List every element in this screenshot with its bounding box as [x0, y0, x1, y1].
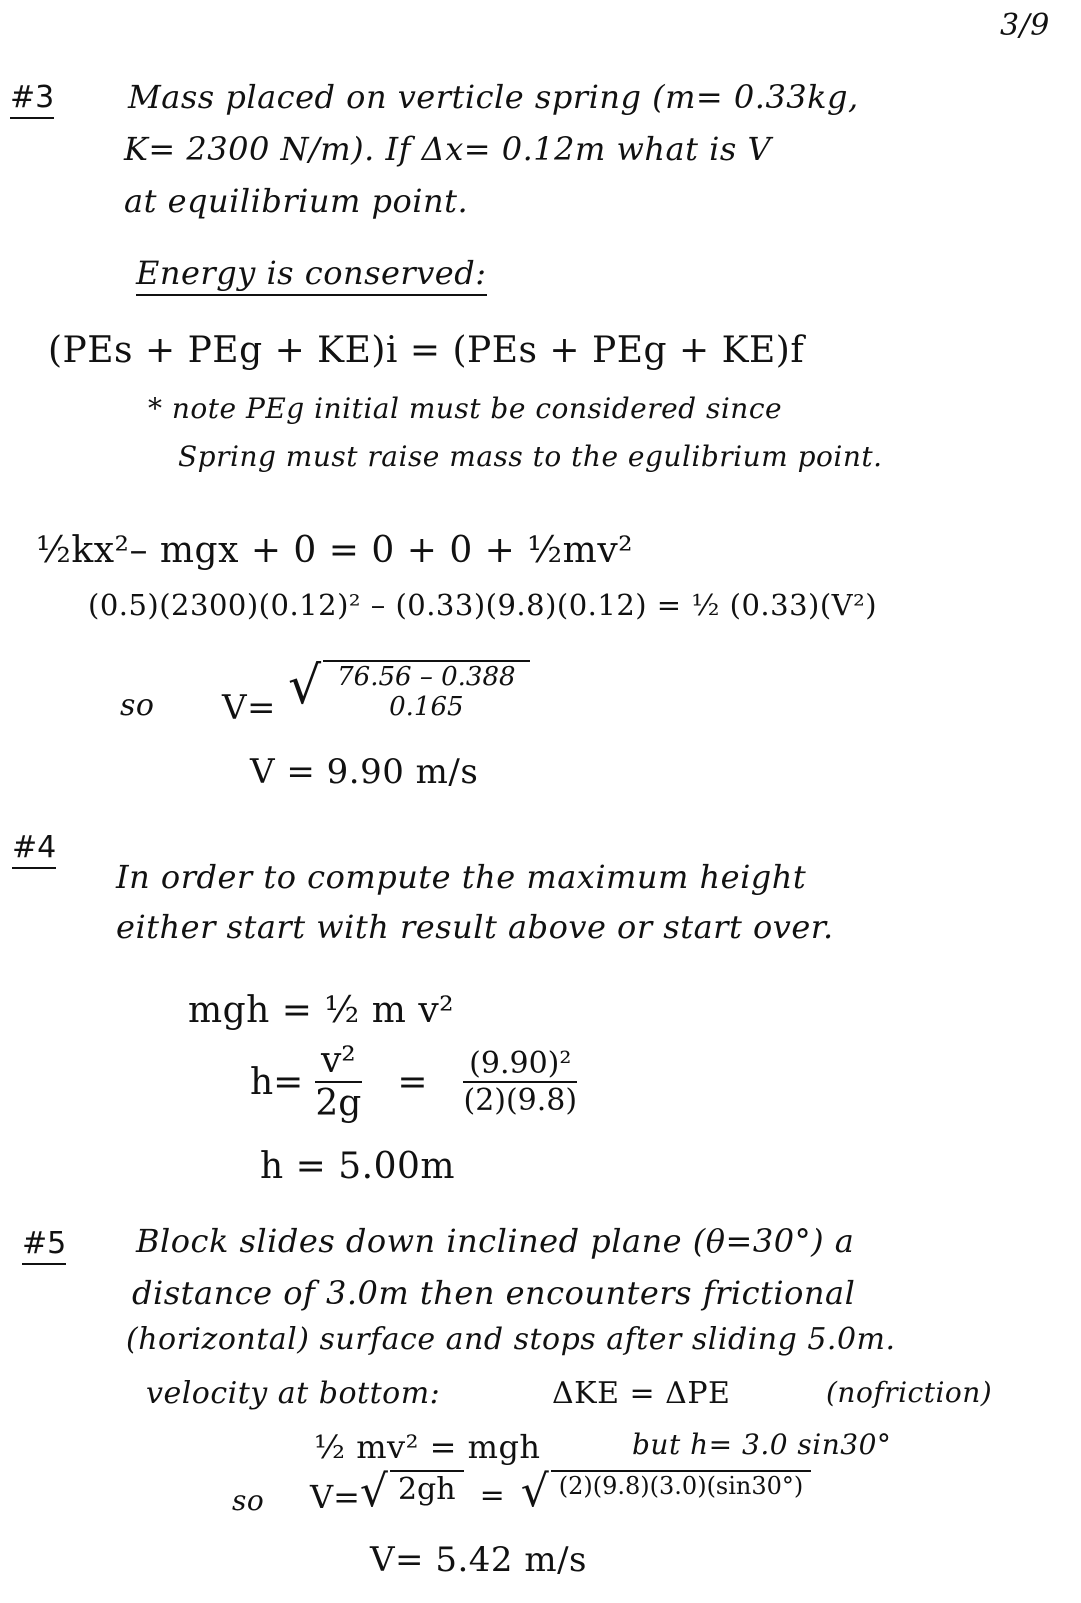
problem3-heading: Energy is conserved: — [136, 254, 487, 296]
page-number: 3/9 — [1000, 8, 1050, 43]
problem4-h-label: h= — [250, 1061, 304, 1103]
problem5-text-line3: (horizontal) surface and stops after sliding 5.0m. — [126, 1322, 896, 1357]
radical-icon: √ — [359, 1466, 388, 1517]
problem3-equation2: ½kx²– mgx + 0 = 0 + 0 + ½mv² — [36, 530, 634, 571]
problem5-text-line2: distance of 3.0m then encounters frictional — [132, 1274, 856, 1312]
problem4-h-equation — [250, 1040, 589, 1124]
problem3-note-line1: * note PEg initial must be considered since — [148, 392, 783, 425]
problem5-equation1-b: but h= 3.0 sin30° — [632, 1428, 892, 1461]
problem5-eq2-radicand: 2gh — [390, 1470, 464, 1507]
problem3-sqrt-expression — [288, 656, 530, 722]
problem4-result: h = 5.00m — [260, 1146, 456, 1187]
problem3-sqrt-numerator: 76.56 – 0.388 — [337, 662, 516, 692]
problem3-energy-equation: (PEs + PEg + KE)i = (PEs + PEg + KE)f — [48, 330, 805, 371]
problem3-v-prefix: V= — [222, 688, 277, 728]
problem5-so-label: so — [232, 1484, 265, 1517]
problem3-label: #3 — [10, 80, 54, 119]
problem3-sqrt-denominator: 0.165 — [389, 692, 464, 722]
problem5-text-line4a: velocity at bottom: — [146, 1376, 441, 1411]
problem3-text-line3: at equilibrium point. — [124, 182, 469, 220]
problem3-so-label: so — [120, 688, 155, 723]
problem4-text-line2: either start with result above or start over. — [116, 908, 834, 946]
radical-icon: √ — [520, 1466, 549, 1517]
radical-icon: √ — [288, 656, 322, 716]
problem5-text-line1: Block slides down inclined plane (θ=30°) a — [136, 1222, 855, 1260]
problem5-label: #5 — [22, 1226, 66, 1265]
problem4-frac2-denominator: (2)(9.8) — [463, 1083, 578, 1118]
problem3-note-line2: Spring must raise mass to the egulibrium point. — [178, 440, 883, 473]
problem4-equals: = — [397, 1061, 428, 1103]
problem4-text-line1: In order to compute the maximum height — [116, 858, 807, 896]
problem4-label: #4 — [12, 830, 56, 869]
problem4-frac2-numerator: (9.90)² — [463, 1046, 577, 1083]
problem4-frac1-denominator: 2g — [315, 1083, 362, 1124]
problem4-equation1: mgh = ½ m v² — [188, 990, 455, 1031]
problem3-equation3: (0.5)(2300)(0.12)² – (0.33)(9.8)(0.12) = ½ (0.33)(V²) — [88, 588, 878, 622]
problem5-eq2-equals: = — [479, 1478, 505, 1513]
problem5-result: V= 5.42 m/s — [370, 1540, 588, 1580]
problem3-radicand — [323, 660, 529, 722]
problem3-text-line1: Mass placed on verticle spring (m= 0.33kg, — [128, 78, 859, 116]
problem5-text-line4c: (nofriction) — [826, 1376, 993, 1409]
problem3-text-line2: K= 2300 N/m). If Δx= 0.12m what is V — [124, 130, 772, 168]
problem5-equation2 — [310, 1466, 811, 1517]
problem5-eq2-radicand2: (2)(9.8)(3.0)(sin30°) — [551, 1470, 812, 1500]
problem5-eq2-prefix: V= — [310, 1478, 360, 1516]
problem5-text-line4b: ΔKE = ΔPE — [552, 1376, 731, 1411]
problem4-frac1-numerator: v² — [315, 1040, 362, 1083]
problem5-equation1: ½ mv² = mgh — [314, 1428, 541, 1466]
problem3-result: V = 9.90 m/s — [250, 752, 479, 792]
